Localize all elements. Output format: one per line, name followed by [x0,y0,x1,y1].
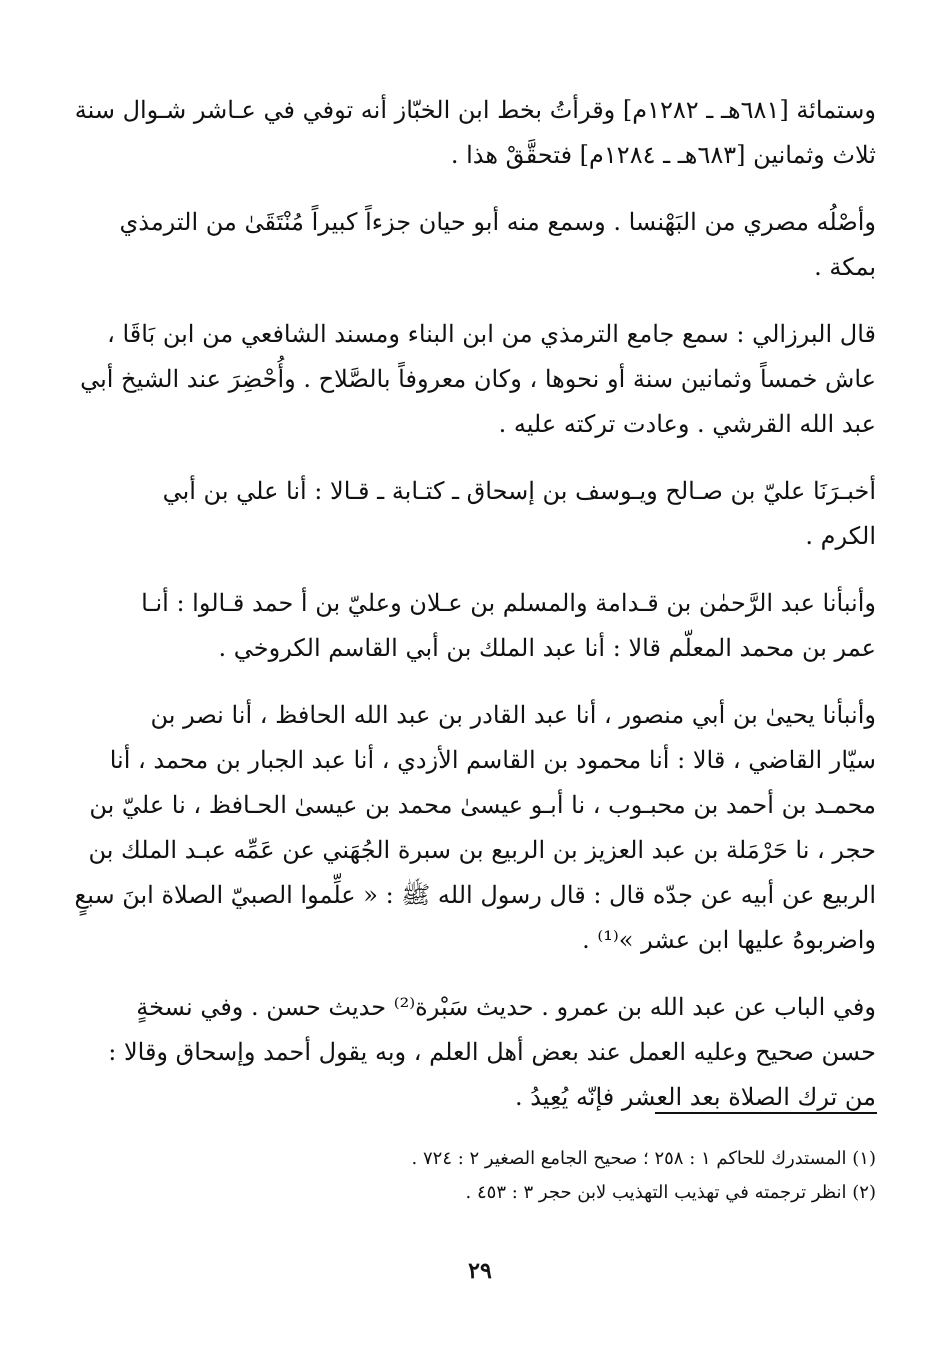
text-line: عمر بن محمد المعلّم قالا : أنا عبد الملك بن أبي القاسم الكروخي . [218,634,876,662]
text-line: الربيع عن أبيه عن جدّه قال : قال رسول الله ﷺ : « علِّموا الصبيّ الصلاة ابنَ سبعٍ [74,881,876,909]
text-line: وأنبأنا يحيىٰ بن أبي منصور ، أنا عبد القادر بن عبد الله الحافظ ، أنا نصر بن [150,701,876,729]
text-line: واضربوهُ عليها ابن عشر »⁽¹⁾ . [582,926,876,954]
text-line: سيّار القاضي ، قالا : أنا محمود بن القاسم الأزدي ، أنا عبد الجبار بن محمد ، أنا [109,746,876,774]
text-line: حسن صحيح وعليه العمل عند بعض أهل العلم ، وبه يقول أحمد وإسحاق وقالا : [108,1038,876,1066]
text-line: عاش خمساً وثمانين سنة أو نحوها ، وكان معروفاً بالصَّلاح . وأُحْضِرَ عند الشيخ أبي [80,365,876,393]
text-line: وأصْلُه مصري من البَهْنسا . وسمع منه أبو حيان جزءاً كبيراً مُنْتَقَىٰ من الترمذي [119,208,876,236]
paragraph-2 [118,200,876,290]
text-line: وأنبأنا عبد الرَّحمٰن بن قـدامة والمسلم بن عـلان وعليّ بن أ حمد قـالوا : أنـا [141,589,876,617]
text-line: من ترك الصلاة بعد العشر فإنّه يُعِيدُ . [514,1083,876,1111]
footnotes [300,1142,876,1210]
text-line: قال البرزالي : سمع جامع الترمذي من ابن البناء ومسند الشافعي من ابن بَاقَا ، [107,320,876,348]
paragraph-3 [80,312,876,447]
text-line: محمـد بن أحمد بن محبـوب ، نا أبـو عيسىٰ محمد بن عيسىٰ الحـافظ ، نا عليّ بن [89,791,876,819]
text-line: وستمائة [٦٨١هـ ـ ١٢٨٢م] وقرأتُ بخط ابن الخبّاز أنه توفي في عـاشر شـوال سنة [74,96,876,124]
text-line: وفي الباب عن عبد الله بن عمرو . حديث سَبْرة⁽²⁾ حديث حسن . وفي نسخةٍ [136,993,876,1021]
footnote-divider [655,1112,877,1114]
text-line: أخبـرَنَا عليّ بن صـالح ويـوسف بن إسحاق ـ كتـابة ـ قـالا : أنا علي بن أبي [162,477,876,505]
text-line: ثلاث وثمانين [٦٨٣هـ ـ ١٢٨٤م] فتحقَّقْ هذا . [450,141,876,169]
text-line: بمكة . [814,253,876,281]
page-number: ٢٩ [468,1258,492,1284]
paragraph-1 [74,88,876,178]
footnote-2: (٢) انظر ترجمته في تهذيب التهذيب لابن حجر ٣ : ٤٥٣ . [465,1182,876,1203]
text-line: حجر ، نا حَرْمَلة بن عبد العزيز بن الربيع بن سبرة الجُهَني عن عَمِّه عبـد الملك بن [88,836,876,864]
paragraph-7 [108,985,876,1120]
footnote-1: (١) المستدرك للحاكم ١ : ٢٥٨ ؛ صحيح الجامع الصغير ٢ : ٧٢٤ . [411,1148,876,1169]
page-body [74,88,876,1142]
paragraph-5 [118,581,876,671]
paragraph-4 [118,469,876,559]
text-line: عبد الله القرشي . وعادت تركته عليه . [498,410,876,438]
paragraph-6 [74,693,876,963]
text-line: الكرم . [805,522,876,550]
